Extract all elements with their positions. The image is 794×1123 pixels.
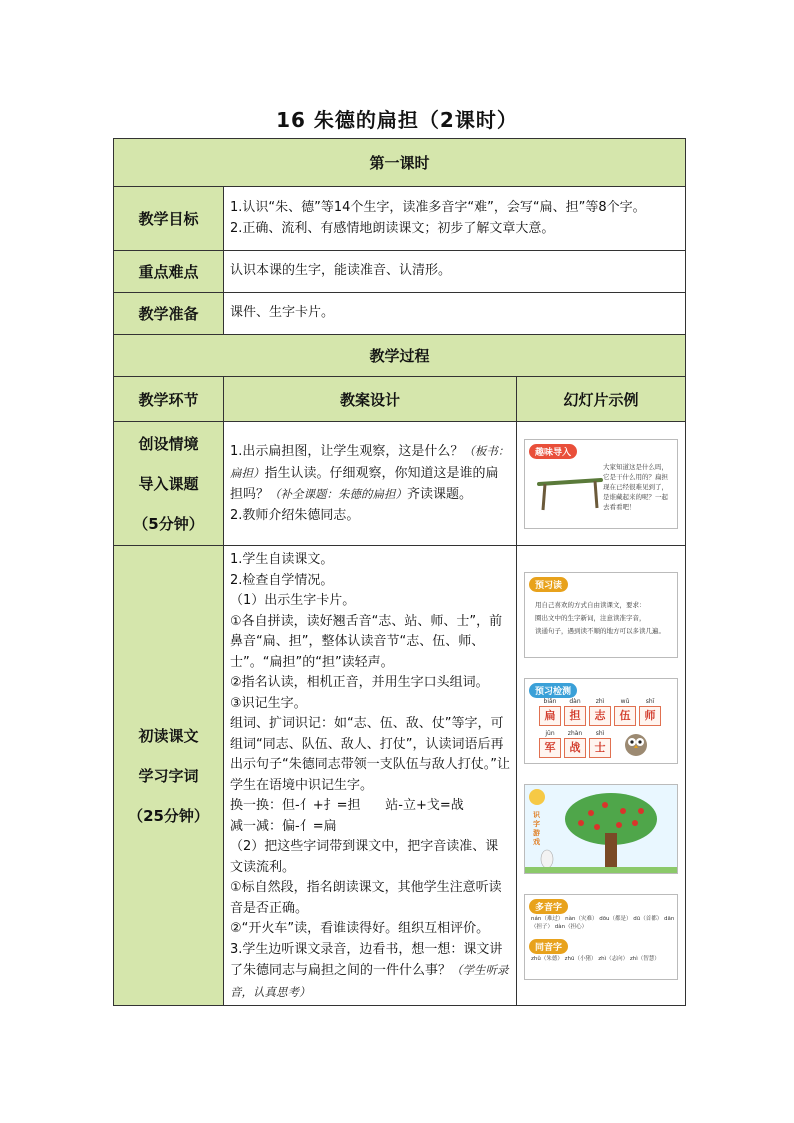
goal-item: 2.正确、流利、有感情地朗读课文；初步了解文章大意。: [230, 220, 555, 236]
stage2-line: 换一换：但-亻+扌=担 站-立+戈=战: [230, 798, 464, 813]
apple-tree-illustration: [525, 785, 677, 873]
stage2-slide-cell: [517, 546, 686, 1006]
slide-tag: 预习检测: [529, 683, 577, 698]
slide-tag: 预习读: [529, 577, 568, 592]
word-card: wǔ 伍: [614, 697, 636, 726]
col-design-header: 教案设计: [224, 377, 517, 422]
stage2-design: [224, 546, 517, 1006]
stage2-label: [114, 546, 224, 1006]
key-label: 重点难点: [114, 251, 224, 293]
intro-slide: [524, 439, 678, 529]
stage2-line: ③识记生字。: [230, 695, 307, 711]
word-card: biǎn 扁: [539, 697, 561, 726]
page-title: 16 朱德的扁担（2课时）: [276, 108, 518, 132]
word-card: zhì 志: [589, 697, 611, 726]
col-stage-header: 教学环节: [114, 377, 224, 422]
stage2-line: 减一减：偏-亻=扁: [230, 818, 337, 834]
owl-icon: [621, 729, 651, 757]
stage2-line: ②“开火车”读，看谁读得好。组织互相评价。: [230, 921, 490, 936]
stage1-label: [114, 422, 224, 546]
polyphone-slide: [524, 894, 678, 980]
word-card: shī 师: [639, 697, 661, 726]
slide-tag: 同音字: [529, 939, 568, 954]
word-card: jūn 军: [539, 729, 561, 758]
stage1-label-line: 创设情境: [138, 434, 199, 453]
stage1-slide-cell: [517, 422, 686, 546]
preview-check-slide: [524, 678, 678, 764]
shoulder-pole-illustration: [535, 470, 605, 520]
lesson-plan-table: [113, 138, 686, 1006]
stage2-label-line: 学习字词: [138, 766, 199, 785]
preview-reading-slide: [524, 572, 678, 658]
slide-tag: 趣味导入: [529, 444, 577, 459]
stage2-line: 2.检查自学情况。: [230, 572, 334, 588]
stage2-line: 组词、扩词识记：如“志、伍、敌、仗”等字，可组词“同志、队伍、敌人、打仗”，认读词语后再出示句子“朱德同志带领一支队伍与敌人打仗。”让学生在语境中识记生字。: [230, 716, 510, 793]
lesson1-header: 第一课时: [114, 139, 686, 187]
stage2-label-line: （25分钟）: [128, 806, 209, 825]
slide-tag: 多音字: [529, 899, 568, 914]
prep-content: 课件、生字卡片。: [224, 293, 686, 335]
stage2-line: ②指名认读，相机正音，并用生字口头组词。: [230, 675, 489, 690]
card-row-2: [539, 729, 611, 758]
prep-label: 教学准备: [114, 293, 224, 335]
stage2-line: ①标自然段，指名朗读课文，其他学生注意听读音是否正确。: [230, 880, 502, 916]
process-header: 教学过程: [114, 335, 686, 377]
stage1-label-line: 导入课题: [138, 474, 199, 493]
word-card: shì 士: [589, 729, 611, 758]
card-row-1: [539, 697, 661, 726]
slide-text: 用自己喜欢的方式自由读课文，要求： 圈出文中的生字新词，注意读准字音， 读通句子，遇到读不顺的地方可以多读几遍。: [535, 601, 666, 635]
stage1-label-line: （5分钟）: [133, 514, 204, 533]
slide-homophone-line: zhǔ（朱德） zhū（小猪） zhì（志向） zhì（智慧）: [531, 956, 660, 962]
goals-content: [224, 187, 686, 251]
stage1-paragraph-1: 1.出示扁担图，让学生观察，这是什么？（板书：扁担）指生认读。仔细观察，你知道这是谁的扁担吗？（补全课题：朱德的扁担）齐读课题。: [230, 444, 510, 502]
stage1-paragraph-2: 2.教师介绍朱德同志。: [230, 507, 360, 523]
stage2-line: ①各自拼读，读好翘舌音“志、站、师、士”，前鼻音“扁、担”，整体认读音节“志、伍、师、士”。“扁担”的“担”读轻声。: [230, 613, 503, 670]
stage2-line: （1）出示生字卡片。: [230, 593, 356, 608]
slide-caption: 识字游戏: [533, 811, 541, 846]
stage2-line: 1.学生自读课文。: [230, 552, 334, 567]
col-slides-header: 幻灯片示例: [517, 377, 686, 422]
stage1-design: [224, 422, 517, 546]
stage2-line: （2）把这些字词带到课文中，把字音读准、课文读流利。: [230, 839, 499, 875]
word-card: zhàn 战: [564, 729, 586, 758]
slide-text: 大家知道这是什么吗，它是干什么用的？扁担现在已经很难见到了，是谁藏起来的呢？一起去看看吧！: [603, 462, 669, 511]
stage2-label-line: 初读课文: [138, 726, 199, 745]
word-card: dàn 担: [564, 697, 586, 726]
stage2-last-line: 3.学生边听课文录音，边看书，想一想：课文讲了朱德同志与扁担之间的一件什么事？（学生听录音，认真思考）: [230, 941, 509, 999]
literacy-game-slide: [524, 784, 678, 874]
goals-label: 教学目标: [114, 187, 224, 251]
goal-item: 1.认识“朱、德”等14个生字，读准多音字“难”，会写“扁、担”等8个字。: [230, 200, 646, 215]
slide-polyphone-line: nán（难过） nàn（灾难） dōu（都是） dū（首都） dān（担子） dàn（担心）: [531, 916, 675, 930]
key-content: 认识本课的生字，能读准音、认清形。: [224, 251, 686, 293]
